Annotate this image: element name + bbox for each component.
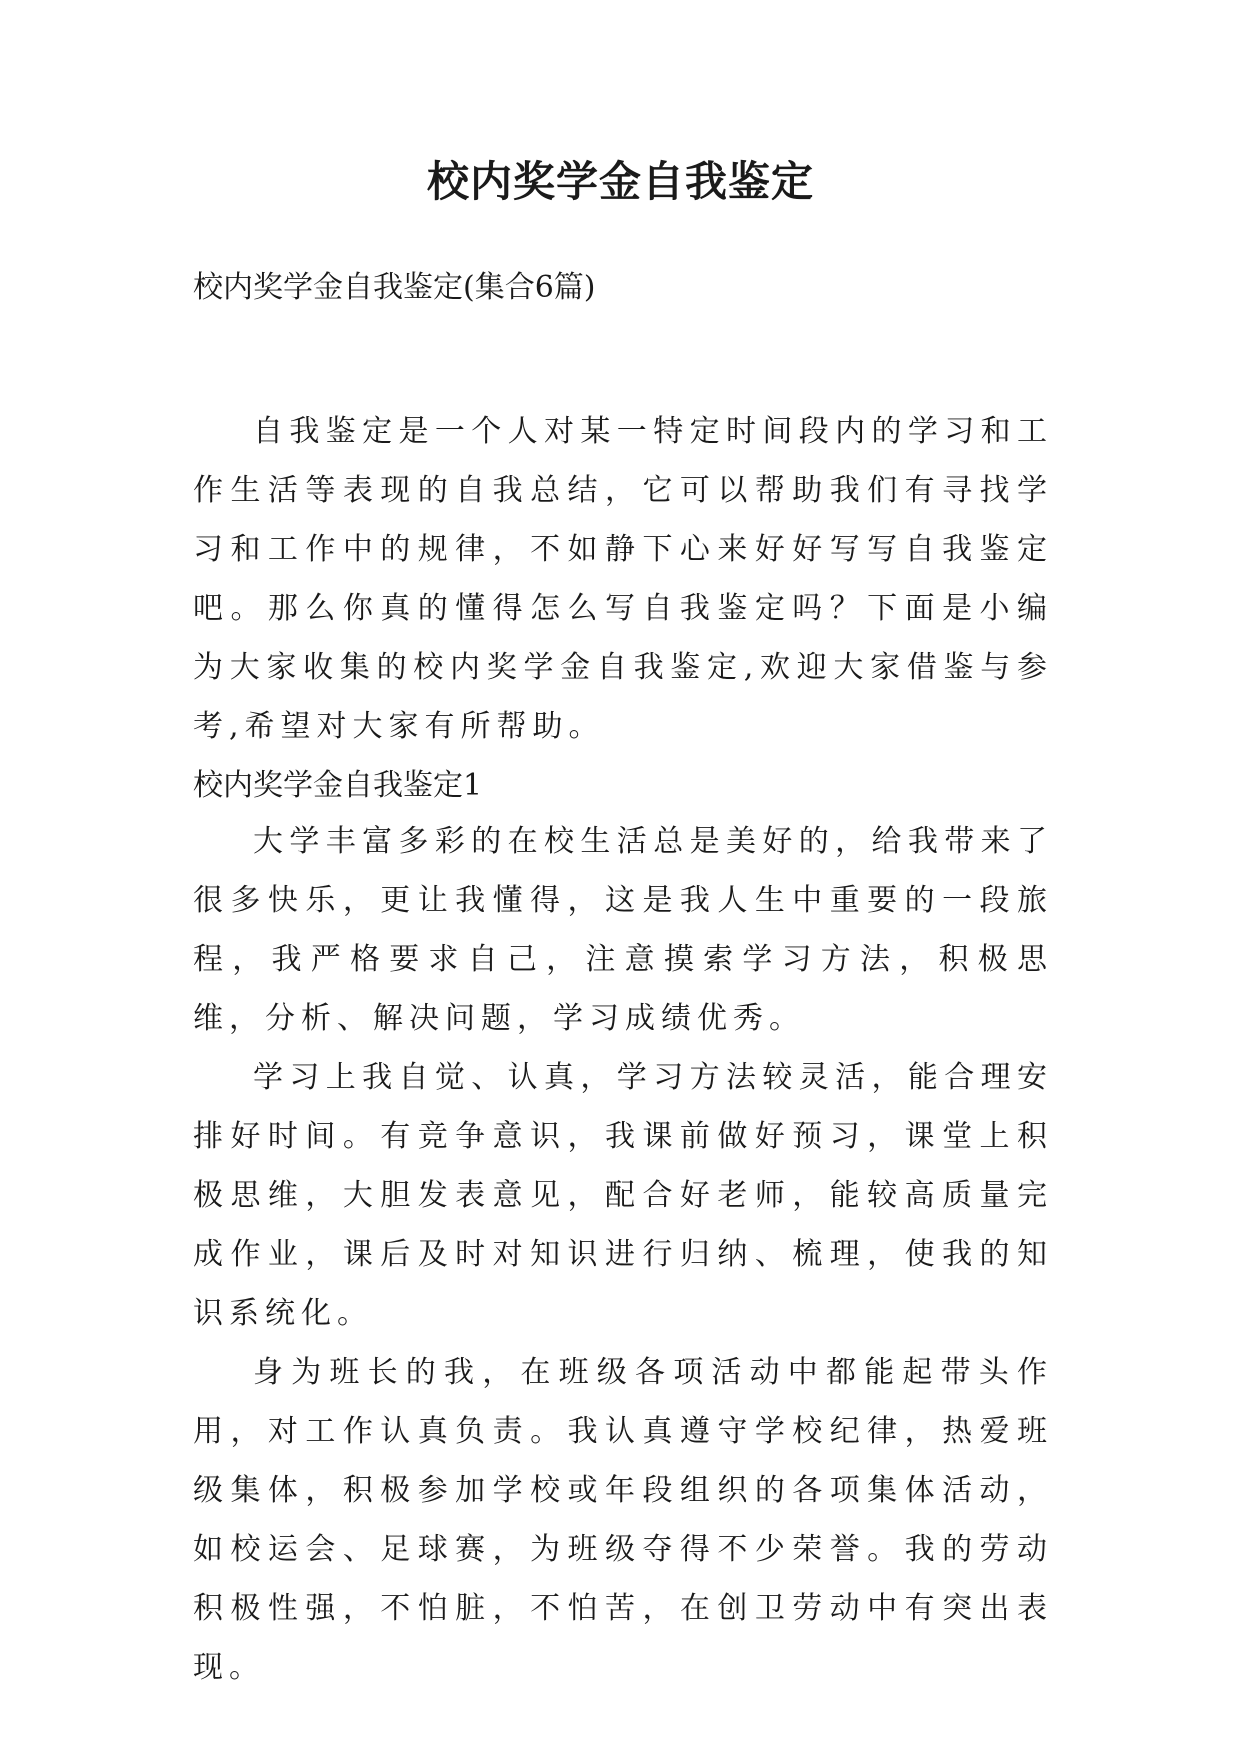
section-body <box>193 812 1053 1697</box>
body-paragraph: 学习上我自觉、认真，学习方法较灵活，能合理安排好时间。有竞争意识，我课前做好预习，课堂上积极思维，大胆发表意见，配合好老师，能较高质量完成作业，课后及时对知识进行归纳、梳理，使我的知识系统化。 <box>193 1060 1053 1331</box>
document-title: 校内奖学金自我鉴定 <box>426 157 814 206</box>
body-paragraph: 身为班长的我，在班级各项活动中都能起带头作用，对工作认真负责。我认真遵守学校纪律，热爱班级集体，积极参加学校或年段组织的各项集体活动，如校运会、足球赛，为班级夺得不少荣誉。我的劳动积极性强，不怕脏，不怕苦，在创卫劳动中有突出表现。 <box>193 1355 1053 1685</box>
section-heading: 校内奖学金自我鉴定1 <box>193 768 483 803</box>
intro-paragraph: 自我鉴定是一个人对某一特定时间段内的学习和工作生活等表现的自我总结，它可以帮助我们有寻找学习和工作中的规律，不如静下心来好好写写自我鉴定吧。那么你真的懂得怎么写自我鉴定吗？下面是小编为大家收集的校内奖学金自我鉴定,欢迎大家借鉴与参考,希望对大家有所帮助。 <box>193 414 1053 744</box>
body-paragraph: 大学丰富多彩的在校生活总是美好的，给我带来了很多快乐，更让我懂得，这是我人生中重要的一段旅程，我严格要求自己，注意摸索学习方法，积极思维，分析、解决问题，学习成绩优秀。 <box>193 824 1053 1036</box>
document-subtitle: 校内奖学金自我鉴定(集合6篇) <box>193 270 596 305</box>
